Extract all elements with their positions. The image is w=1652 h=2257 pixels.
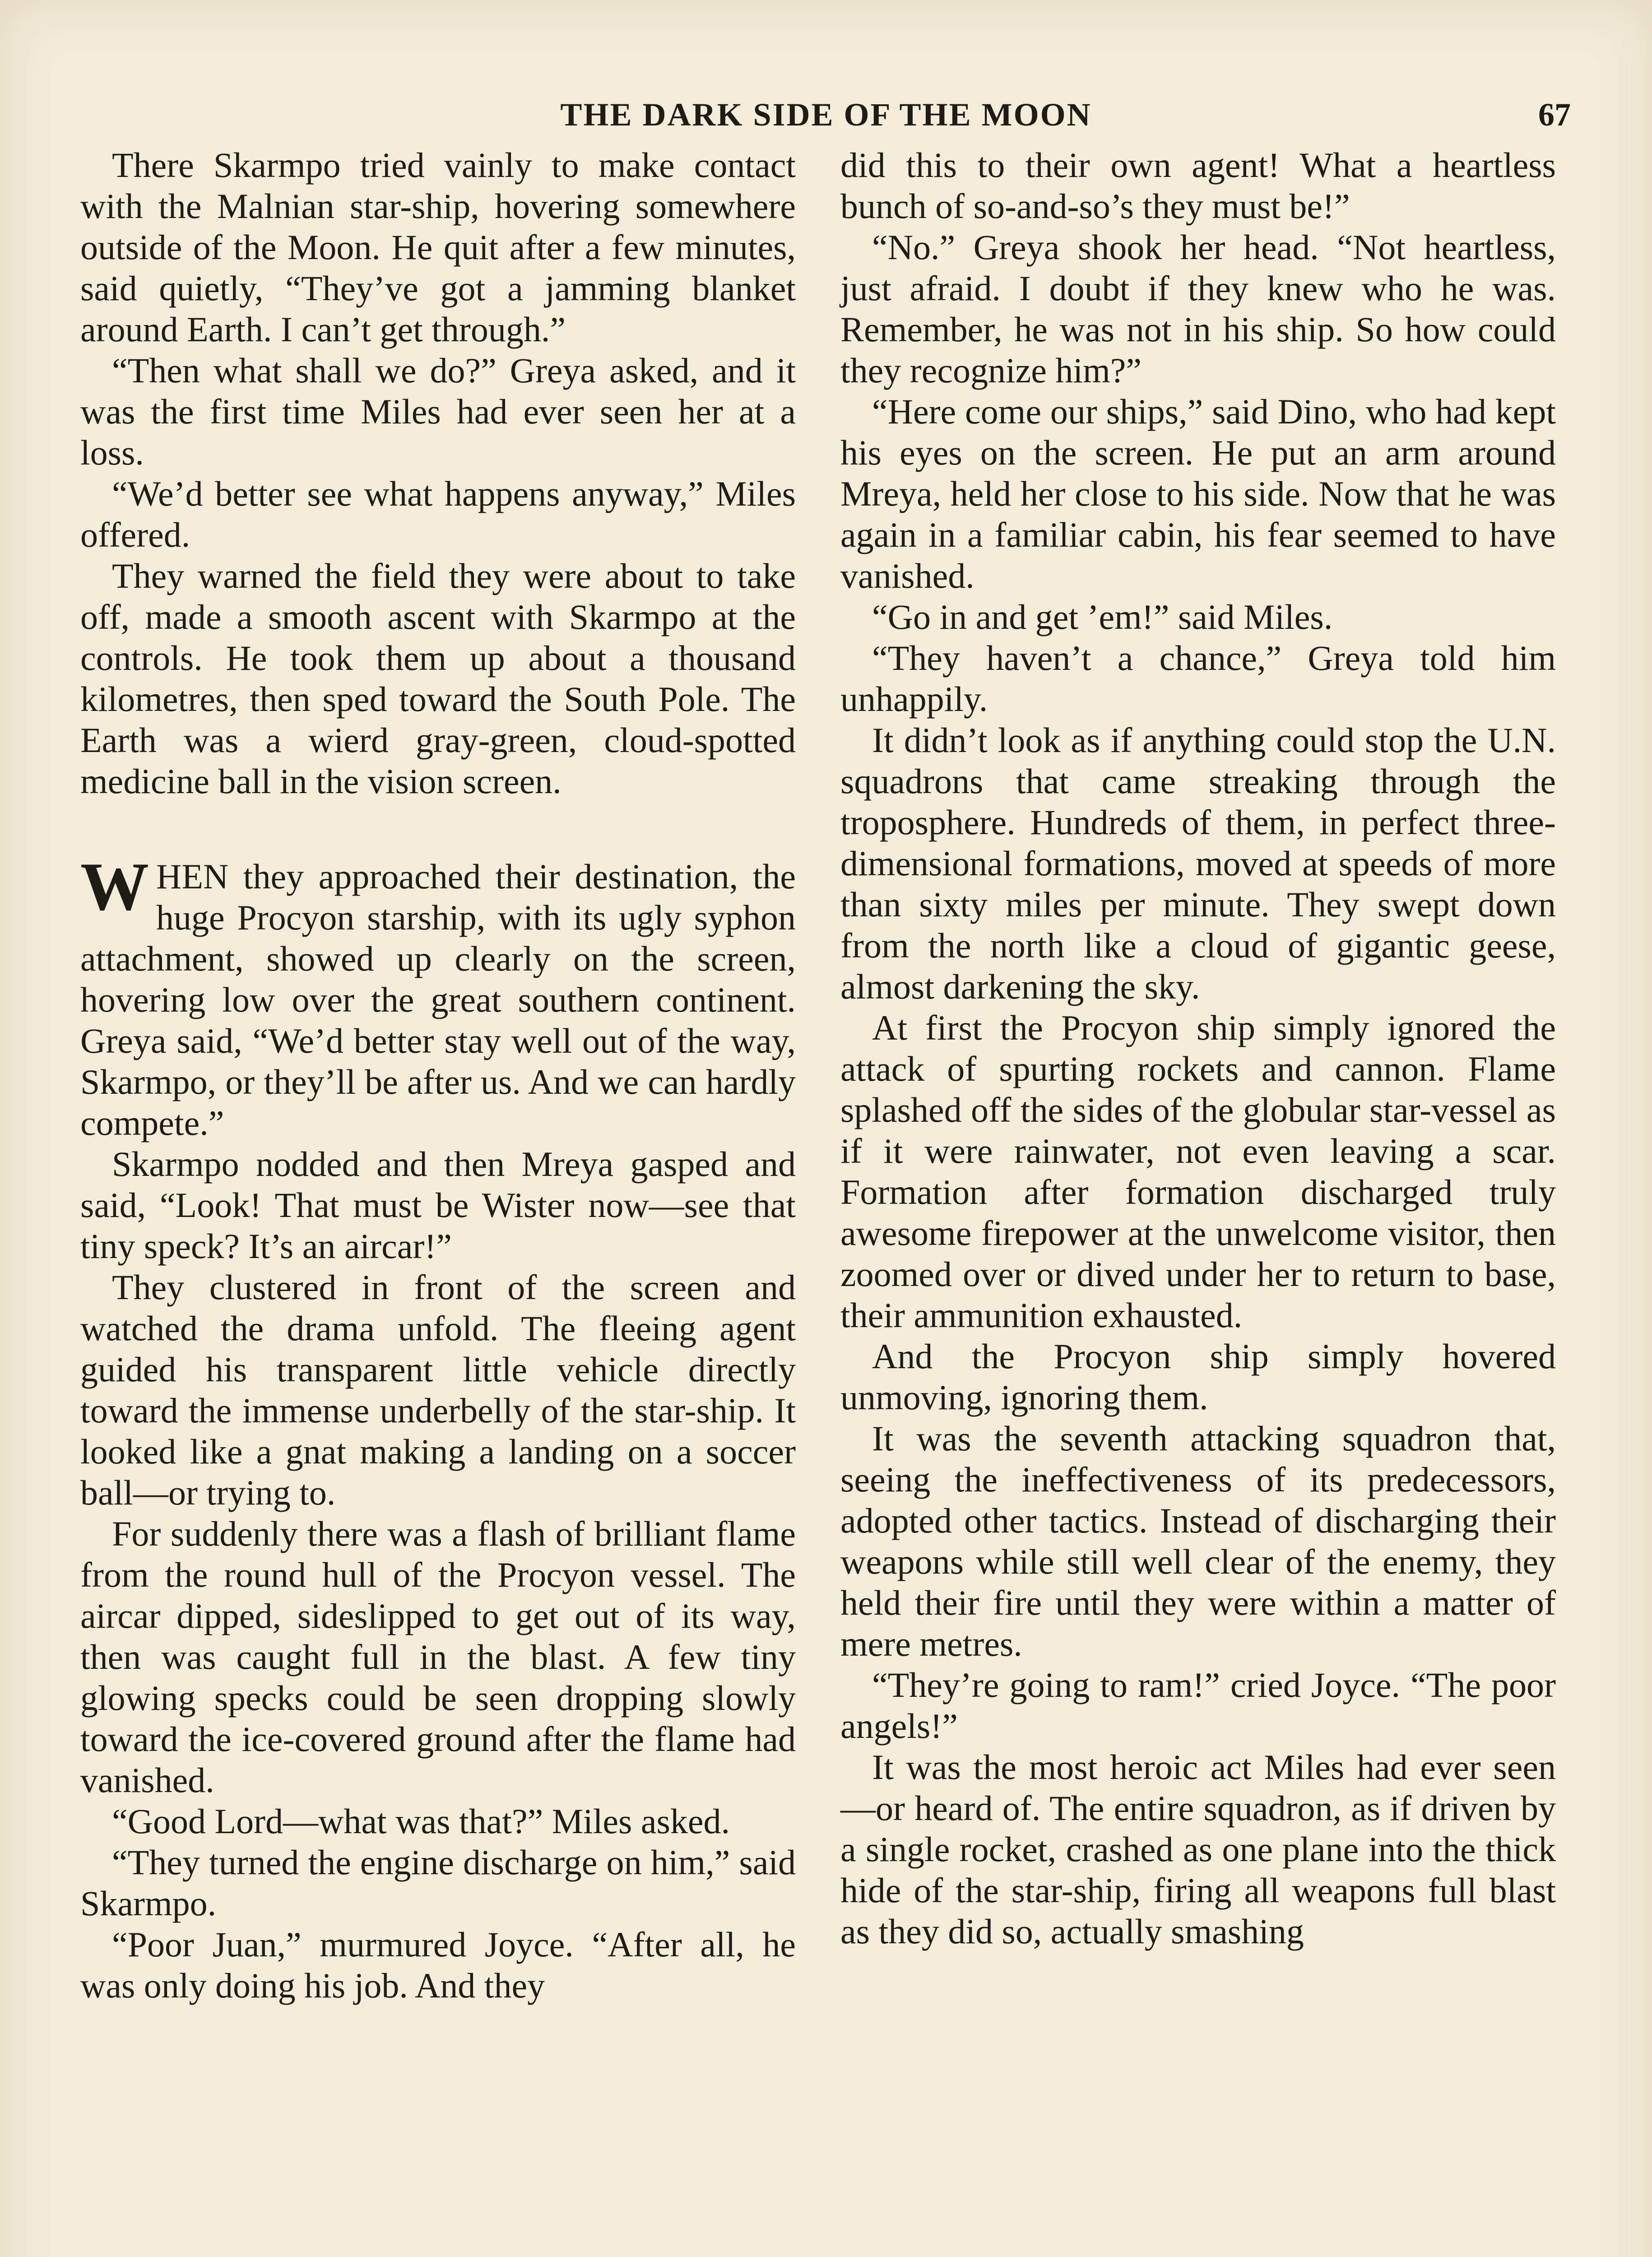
paragraph: “Good Lord—what was that?” Miles asked. [112,1802,730,1841]
paragraph: They warned the field they were about to take off, made a smooth ascent with Skarmpo at the controls. He took them up about a thousand kilometres, then sped toward the South Pole. The Earth was a wierd gray-green, cloud-spotted medicine ball in the vision screen. [80,556,796,801]
left-column [80,144,796,2006]
paragraph: “Go in and get ’em!” said Miles. [872,597,1333,636]
paragraph: “Here come our ships,” said Dino, who had kept his eyes on the screen. He put an arm around Mreya, held her close to his side. Now that he was again in a familiar cabin, his fear seemed to have vanished. [840,392,1556,595]
paragraph: There Skarmpo tried vainly to make contact with the Malnian star-ship, hovering somewhere outside of the Moon. He quit after a few minutes, said quietly, “They’ve got a jamming blanket around Earth. I can’t get through.” [80,145,796,349]
paragraph: “Poor Juan,” murmured Joyce. “After all, he was only doing his job. And they [80,1925,796,2005]
dropcap-paragraph [80,849,796,1143]
page-number: 67 [1538,97,1571,133]
paragraph: At first the Procyon ship simply ignored the attack of spurting rockets and cannon. Flame splashed off the sides of the globular star-vessel as if it were rainwater, not even leaving a scar. Formation after formation discharged truly awesome firepower at the unwelcome visitor, then zoomed over or dived under her to return to base, their ammunition exhausted. [840,1008,1556,1335]
paragraph: “They’re going to ram!” cried Joyce. “The poor angels!” [840,1665,1556,1746]
dropcap-paragraph-text: HEN they approached their destination, the huge Procyon starship, with its ugly syphon attachment, showed up clearly on the screen, hovering low over the great southern continent. Greya said, “We’d better stay well out of the way, Skarmpo, or they’ll be after us. And we can hardly compete.” [80,857,796,1142]
right-column [840,144,1556,1952]
paragraph: “They turned the engine discharge on him,” said Skarmpo. [80,1843,796,1923]
paragraph: They clustered in front of the screen and watched the drama unfold. The fleeing agent guided his transparent little vehicle directly toward the immense underbelly of the star-ship. It looked like a gnat making a landing on a soccer ball—or trying to. [80,1268,796,1512]
page-header [81,93,1571,142]
paragraph: It was the seventh attacking squadron that, seeing the ineffectiveness of its predecessors, adopted other tactics. Instead of discharging their weapons while still well clear of the enemy, they held their fire until they were within a matter of mere metres. [840,1419,1556,1663]
drop-cap-letter: W [80,849,149,924]
paragraph: “No.” Greya shook her head. “Not heartless, just afraid. I doubt if they knew who he was. Remember, he was not in his ship. So how could they recognize him?” [840,228,1556,390]
paragraph: “Then what shall we do?” Greya asked, and it was the first time Miles had ever seen her at a loss. [80,351,796,472]
paragraph: For suddenly there was a flash of brilliant flame from the round hull of the Procyon vessel. The aircar dipped, sideslipped to get out of its way, then was caught full in the blast. A few tiny glowing specks could be seen dropping slowly toward the ice-covered ground after the flame had vanished. [80,1514,796,1800]
paragraph: It was the most heroic act Miles had ever seen—or heard of. The entire squadron, as if driven by a single rocket, crashed as one plane into the thick hide of the star-ship, firing all weapons full blast as they did so, actually smashing [840,1747,1556,1951]
paragraph: And the Procyon ship simply hovered unmoving, ignoring them. [840,1337,1556,1417]
paragraph: did this to their own agent! What a heartless bunch of so-and-so’s they must be!” [840,145,1556,226]
running-title: THE DARK SIDE OF THE MOON [560,97,1092,133]
paragraph: Skarmpo nodded and then Mreya gasped and said, “Look! That must be Wister now—see that tiny speck? It’s an aircar!” [80,1144,796,1266]
paragraph: “They haven’t a chance,” Greya told him unhappily. [840,638,1556,719]
paragraph: It didn’t look as if anything could stop the U.N. squadrons that came streaking through the troposphere. Hundreds of them, in perfect three-dimensional formations, moved at speeds of more than sixty miles per minute. They swept down from the north like a cloud of gigantic geese, almost darkening the sky. [840,720,1556,1006]
paragraph: “We’d better see what happens anyway,” Miles offered. [80,474,796,554]
